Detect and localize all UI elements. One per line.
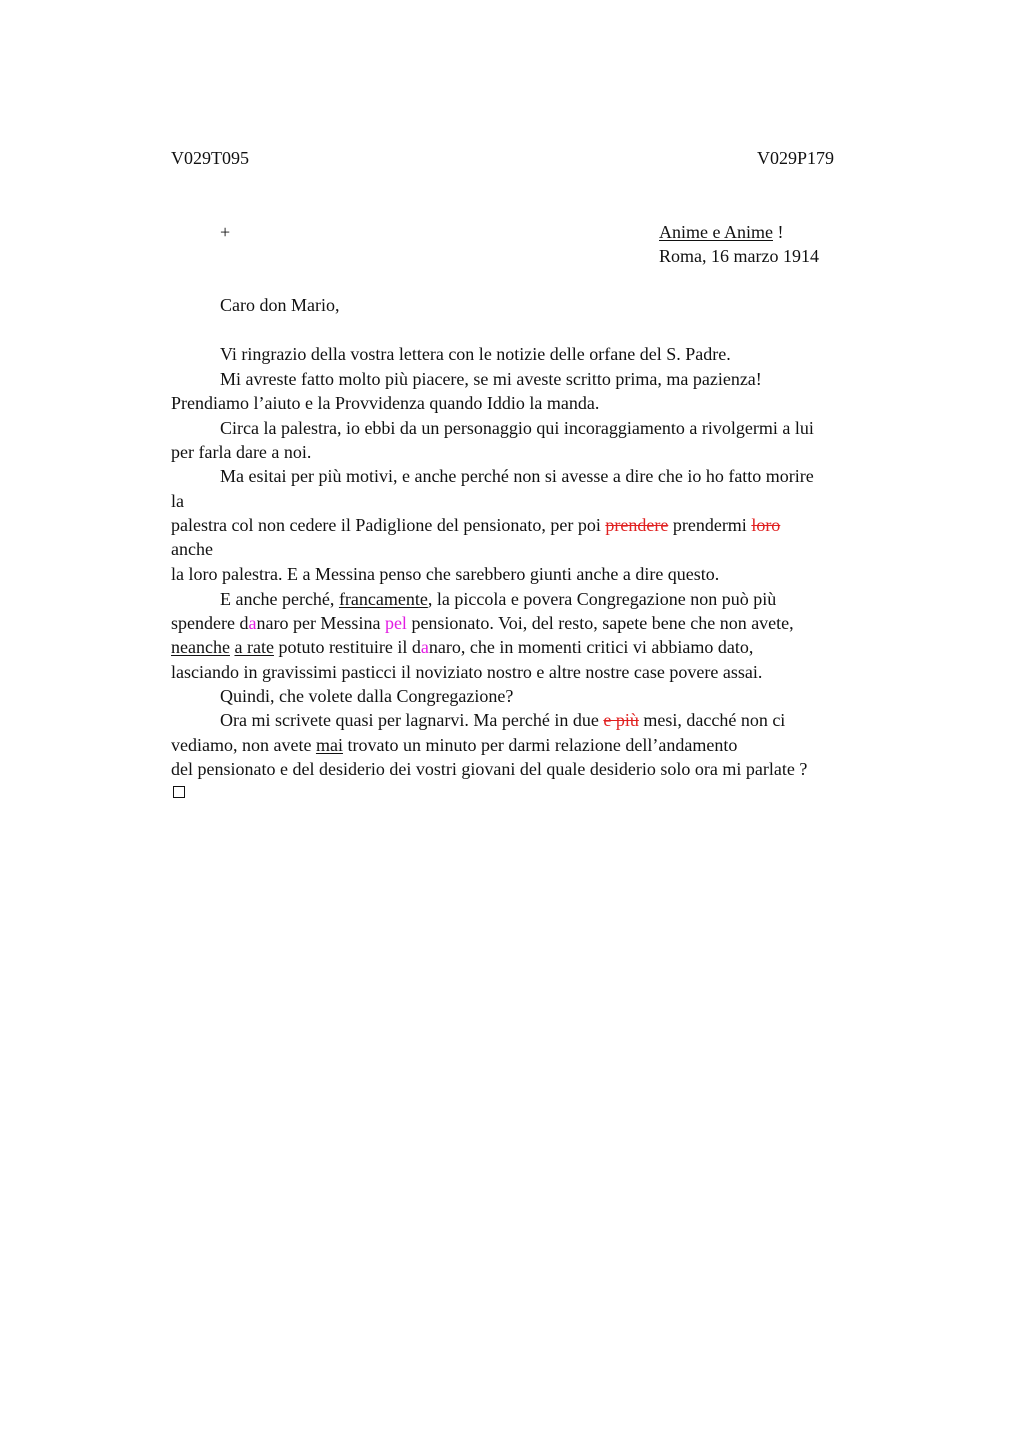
letter-line: Ma esitai per più motivi, e anche perché non si avesse a dire che io ho fatto morire [220, 466, 814, 486]
salutation: Caro don Mario, [220, 295, 340, 315]
motto [659, 220, 783, 244]
corrected-letter: a [248, 613, 257, 633]
end-of-text-square-icon [173, 786, 185, 798]
corrected-word: pel [384, 613, 407, 633]
letter-line: spendere danaro per Messina pel pensionato. Voi, del resto, sapete bene che non avete, [171, 613, 794, 633]
letter-line: neanche a rate potuto restituire il danaro, che in momenti critici vi abbiamo dato, [171, 637, 754, 657]
letter-line: Vi ringrazio della vostra lettera con le notizie delle orfane del S. Padre. [220, 344, 731, 364]
corrected-letter: a [420, 637, 429, 657]
letter-line: Circa la palestra, io ebbi da un personaggio qui incoraggiamento a rivolgermi a lui [220, 418, 814, 438]
letter-line: per farla dare a noi. [171, 442, 312, 462]
cross-symbol: + [220, 222, 231, 242]
underlined-word: a rate [234, 637, 274, 657]
underlined-word: francamente [338, 589, 428, 609]
motto-underlined: Anime e Anime [659, 222, 773, 242]
archive-code-right: V029P179 [757, 148, 835, 168]
letter-line: Ora mi scrivete quasi per lagnarvi. Ma perché in due e più mesi, dacché non ci [220, 710, 786, 730]
letter-line: Quindi, che volete dalla Congregazione? [220, 686, 514, 706]
letter-line: lasciando in gravissimi pasticci il noviziato nostro e altre nostre case povere assai. [171, 662, 763, 682]
letter-line: la [171, 491, 184, 511]
letter-line: palestra col non cedere il Padiglione del pensionato, per poi prendere prendermi loro [171, 515, 781, 535]
place-date: Roma, 16 marzo 1914 [659, 246, 819, 266]
deleted-word: loro [751, 515, 781, 535]
letter-line: la loro palestra. E a Messina penso che sarebbero giunti anche a dire questo. [171, 564, 720, 584]
letter-line: E anche perché, francamente, la piccola e povera Congregazione non può più [220, 589, 777, 609]
letter-line: anche [171, 539, 213, 559]
deleted-word: prendere [605, 515, 669, 535]
archive-code-left: V029T095 [171, 148, 249, 168]
letter-line: vediamo, non avete mai trovato un minuto per darmi relazione dell’andamento [171, 735, 738, 755]
letter-line: Prendiamo l’aiuto e la Provvidenza quando Iddio la manda. [171, 393, 600, 413]
underlined-word: mai [315, 735, 343, 755]
underlined-word: neanche [171, 637, 230, 657]
deleted-word: e più [603, 710, 639, 730]
letter-line: del pensionato e del desiderio dei vostri giovani del quale desiderio solo ora mi parlate ? [171, 759, 808, 779]
motto-suffix: ! [772, 222, 784, 242]
letter-line: Mi avreste fatto molto più piacere, se mi aveste scritto prima, ma pazienza! [220, 369, 762, 389]
